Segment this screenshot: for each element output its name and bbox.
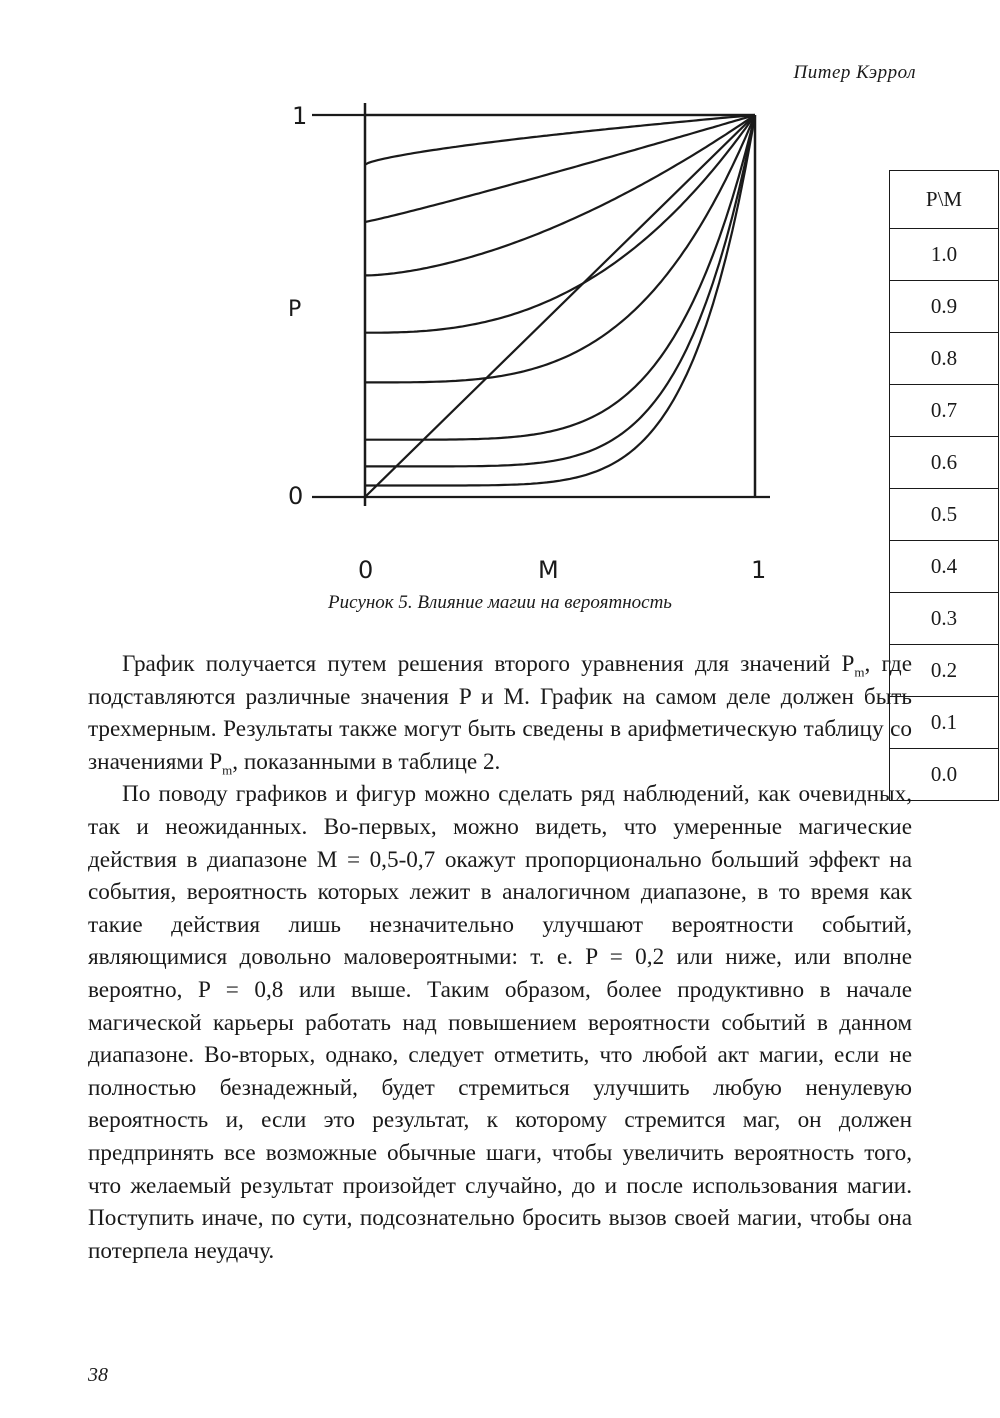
table-row [890, 229, 999, 281]
paragraph-1-part-a: График получается путем решения второго уравнения для значений P [122, 651, 855, 677]
table-row [890, 171, 999, 229]
paragraph-2: По поводу графиков и фигур можно сделать ряд наблюдений, как очевидных, так и неожиданных. Во-первых, можно видеть, что умеренные магические действия в диапазоне M = 0,5-0,7 окажут пропорционально больший эффект на события, вероятность которых лежит в аналогичном диапазоне, в то время как такие действия лишь незначительно улучшают вероятности событий, являющимися довольно маловероятными: т. е. P = 0,2 или ниже, или вполне вероятно, P = 0,8 или выше. Таким образом, более продуктивно в начале магической карьеры работать над повышением вероятности событий в данном диапазоне. Во-вторых, однако, следует отметить, что любой акт магии, если не полностью безнадежный, будет стремиться улучшить любую ненулевую вероятность и, если это результат, к которому стремится маг, он должен предпринять все возможные обычные шаги, чтобы увеличить вероятность того, что желаемый результат произойдет случайно, до и после использования магии. Поступить иначе, по сути, подсознательно бросить вызов своей магии, чтобы она потерпела неудачу. [88, 781, 912, 1264]
table-cell: 0.0 [890, 749, 999, 801]
y-axis-label: P [288, 297, 302, 322]
table-row [890, 281, 999, 333]
chart-curves [365, 115, 755, 497]
curve-6 [365, 115, 755, 275]
table-row [890, 385, 999, 437]
page-number: 38 [88, 1364, 108, 1386]
curve-7 [365, 115, 755, 222]
curve-4 [365, 115, 755, 382]
x-tick-0: 0 [358, 556, 374, 584]
probability-chart [270, 88, 790, 588]
table-cell: 0.9 [890, 281, 999, 333]
table-row [890, 437, 999, 489]
table-cell: 1.0 [890, 229, 999, 281]
subscript-m: m [222, 762, 233, 778]
table-cell: 0.7 [890, 385, 999, 437]
paragraph-1 [88, 648, 912, 778]
table-cell: 0.8 [890, 333, 999, 385]
table-row [890, 541, 999, 593]
curve-8 [365, 115, 755, 165]
table-cell: 0.6 [890, 437, 999, 489]
table-row [890, 333, 999, 385]
table-row [890, 593, 999, 645]
table-header-cell: P\M [890, 171, 999, 229]
x-tick-1: 1 [751, 556, 767, 584]
curve-2 [365, 115, 755, 466]
table-cell: 0.4 [890, 541, 999, 593]
body-text [88, 648, 912, 1267]
paragraph-1-part-c: , показанными в таблице 2. [232, 748, 501, 775]
running-head: Питер Кэррол [793, 62, 916, 83]
curve-3 [365, 115, 755, 440]
table-cell: 0.5 [890, 489, 999, 541]
y-tick-0: 0 [288, 482, 304, 510]
y-tick-1: 1 [292, 102, 308, 130]
table-cell: 0.3 [890, 593, 999, 645]
paragraph-1-part-b: , где подставляются различные значения P и M. График на самом деле должен быть трехмерным. Результаты также могут быть сведены в арифметическую таблицу со значениями P [88, 651, 912, 775]
table-cell: 0.1 [890, 697, 999, 749]
table-cell: 0.2 [890, 645, 999, 697]
x-axis-label: M [538, 556, 559, 584]
table-row [890, 489, 999, 541]
subscript-m: m [854, 664, 865, 680]
figure-caption: Рисунок 5. Влияние магии на вероятность [328, 592, 672, 613]
